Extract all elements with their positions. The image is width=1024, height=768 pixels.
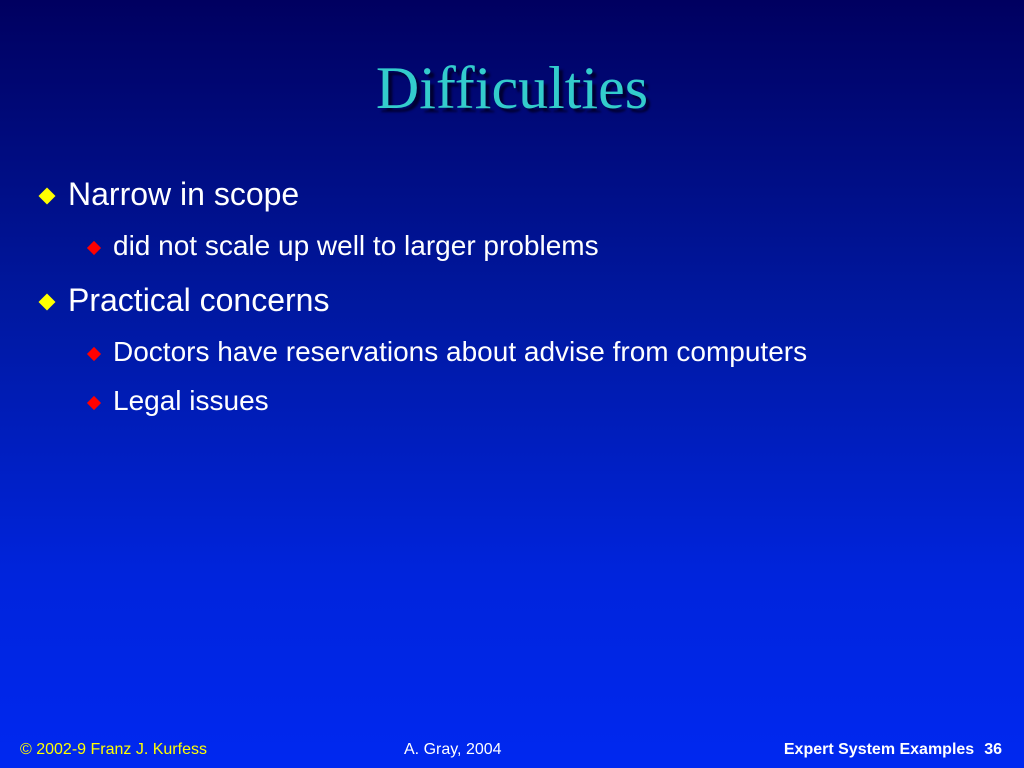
bullet-text: Narrow in scope: [68, 176, 300, 212]
footer-course: Expert System Examples: [783, 741, 975, 758]
footer-author: A. Gray, 2004: [404, 741, 502, 758]
bullet-text: Practical concerns: [68, 282, 330, 318]
bullet-item: [38, 280, 329, 320]
sub-bullet-item: [84, 335, 807, 369]
slide-title: Difficulties: [375, 55, 649, 121]
sub-bullet-text: Legal issues: [113, 385, 269, 416]
sub-bullet-text: Doctors have reservations about advise from computers: [113, 336, 808, 367]
footer-course-page: [784, 740, 1002, 760]
diamond-bullet-icon: [87, 241, 101, 255]
footer-copyright: © 2002-9 Franz J. Kurfess: [20, 741, 207, 758]
page-number: 36: [984, 741, 1002, 758]
bullet-item: [38, 174, 299, 214]
diamond-bullet-icon: [87, 347, 101, 361]
diamond-bullet-icon: [39, 294, 56, 311]
sub-bullet-item: [84, 229, 599, 263]
sub-bullet-text: did not scale up well to larger problems: [113, 230, 599, 261]
sub-bullet-item: [84, 384, 269, 418]
diamond-bullet-icon: [87, 396, 101, 410]
diamond-bullet-icon: [39, 188, 56, 205]
